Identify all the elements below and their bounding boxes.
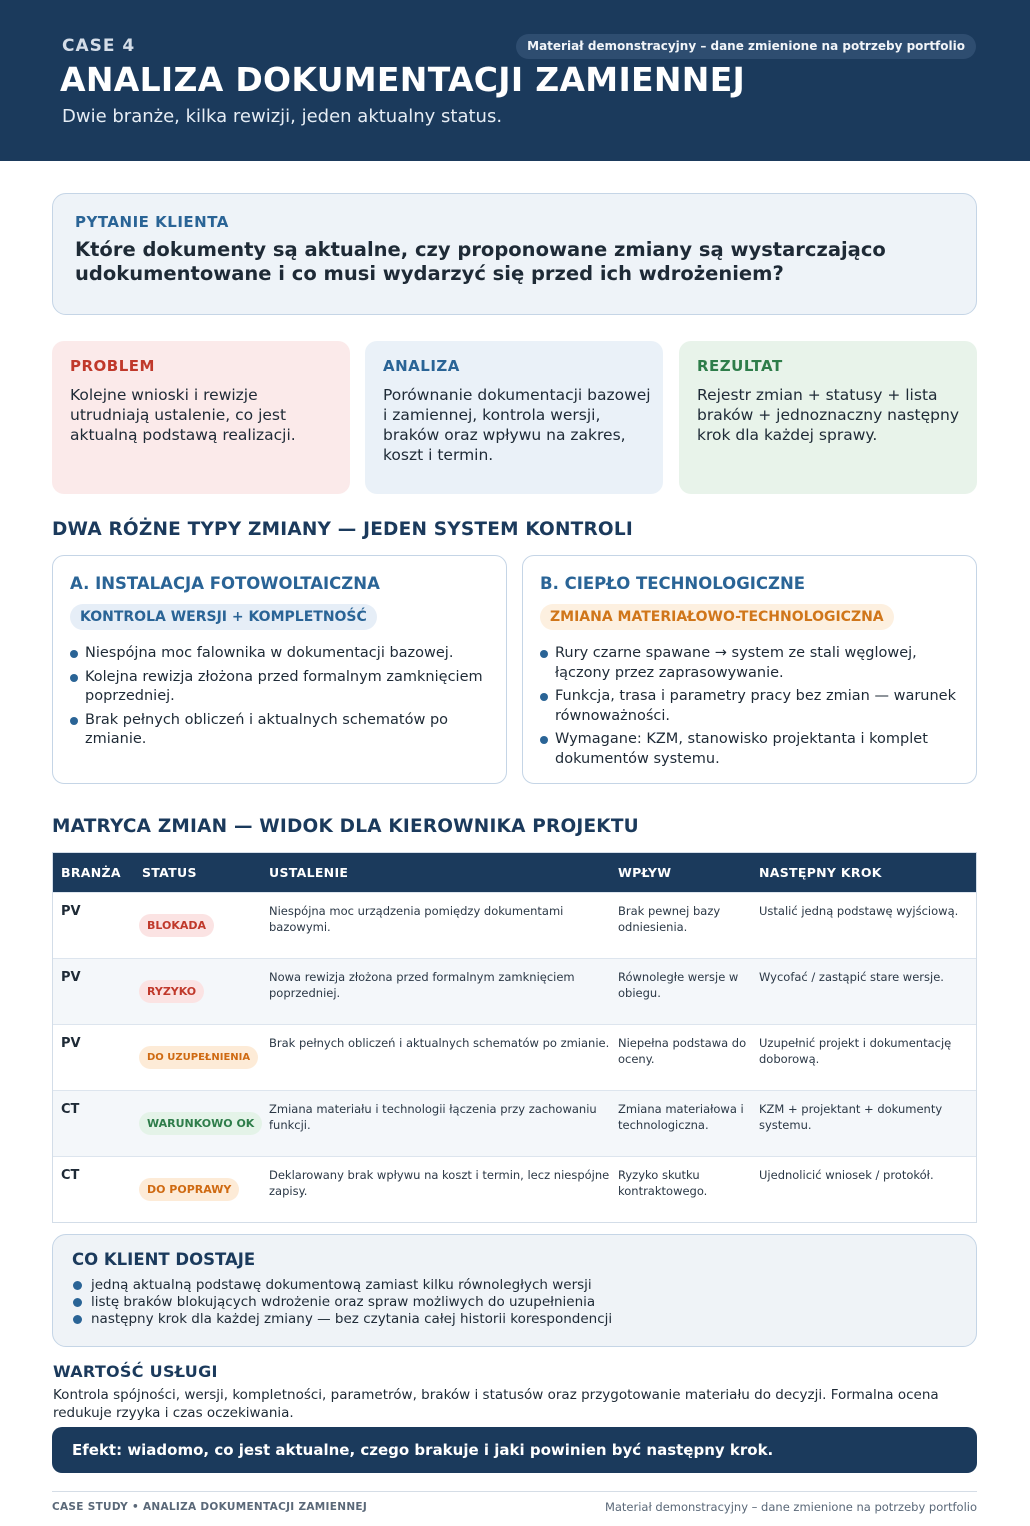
impact-cell: Zmiana materiałowa i technologiczna. xyxy=(618,1102,744,1132)
table-header xyxy=(53,853,976,892)
client-question-text: Które dokumenty są aktualne, czy proponowane zmiany są wystarczająco udokumentowane i co musi wydarzyć się przed ich wdrożeniem? xyxy=(75,238,886,285)
demo-badge: Materiał demonstracyjny – dane zmienione na potrzeby portfolio xyxy=(516,34,976,59)
footer-divider xyxy=(52,1491,977,1492)
finding-cell: Brak pełnych obliczeń i aktualnych schematów po zmianie. xyxy=(269,1036,610,1050)
type-b-pill: ZMIANA MATERIAŁOWO-TECHNOLOGICZNA xyxy=(540,604,894,630)
type-b-card xyxy=(522,555,977,784)
service-value-text: Kontrola spójności, wersji, kompletności, parametrów, braków i statusów oraz przygotowanie materiału do decyzji. Formalna ocena redukuje rzyyka i czas oczekiwania. xyxy=(53,1387,939,1421)
list-item: jedną aktualną podstawę dokumentową zamiast kilku równoległych wersji xyxy=(73,1277,612,1294)
problem-title: PROBLEM xyxy=(70,357,155,375)
list-item: Wymagane: KZM, stanowisko projektanta i komplet dokumentów systemu. xyxy=(540,730,960,769)
status-badge: DO UZUPEŁNIENIA xyxy=(139,1046,258,1069)
problem-card xyxy=(52,341,350,494)
finding-cell: Nowa rewizja złożona przed formalnym zamknięciem poprzedniej. xyxy=(269,970,575,1000)
table-row xyxy=(53,1024,976,1090)
result-card xyxy=(679,341,977,494)
column-header: NASTĘPNY KROK xyxy=(759,865,882,880)
next-step-cell: Wycofać / zastąpić stare wersje. xyxy=(759,970,944,984)
list-item: Rury czarne spawane → system ze stali węglowej, łączony przez zaprasowywanie. xyxy=(540,644,960,683)
page-title: ANALIZA DOKUMENTACJI ZAMIENNEJ xyxy=(60,60,746,99)
type-b-list xyxy=(540,644,960,773)
table-row xyxy=(53,892,976,958)
list-item: Funkcja, trasa i parametry pracy bez zmian — warunek równoważności. xyxy=(540,687,960,726)
type-b-title: B. CIEPŁO TECHNOLOGICZNE xyxy=(540,574,806,593)
branch-cell: PV xyxy=(61,970,81,985)
impact-cell: Ryzyko skutku kontraktowego. xyxy=(618,1168,708,1198)
branch-cell: CT xyxy=(61,1168,80,1183)
client-question-box xyxy=(52,193,977,315)
type-a-list xyxy=(70,644,490,754)
column-header: STATUS xyxy=(142,865,197,880)
footer-disclaimer: Materiał demonstracyjny – dane zmienione na potrzeby portfolio xyxy=(604,1500,977,1514)
next-step-cell: Ujednolicić wniosek / protokół. xyxy=(759,1168,934,1182)
list-item: listę braków blokujących wdrożenie oraz spraw możliwych do uzupełnienia xyxy=(73,1294,612,1311)
column-header: USTALENIE xyxy=(269,865,349,880)
page-subtitle: Dwie branże, kilka rewizji, jeden aktualny status. xyxy=(62,106,503,127)
list-item: Kolejna rewizja złożona przed formalnym zamknięciem poprzedniej. xyxy=(70,668,490,707)
analysis-card xyxy=(365,341,663,494)
finding-cell: Niespójna moc urządzenia pomiędzy dokumentami bazowymi. xyxy=(269,904,564,934)
next-step-cell: KZM + projektant + dokumenty systemu. xyxy=(759,1102,943,1132)
status-badge: DO POPRAWY xyxy=(139,1178,239,1201)
branch-cell: PV xyxy=(61,1036,81,1051)
analysis-text: Porównanie dokumentacji bazowej i zamiennej, kontrola wersji, braków oraz wpływu na zakres, koszt i termin. xyxy=(383,386,651,464)
column-header: BRANŻA xyxy=(61,865,121,880)
branch-cell: CT xyxy=(61,1102,80,1117)
change-matrix-table xyxy=(52,852,977,1223)
result-text: Rejestr zmian + statusy + lista braków + jednoznaczny następny krok dla każdej sprawy. xyxy=(697,386,960,444)
result-title: REZULTAT xyxy=(697,357,783,375)
type-a-title: A. INSTALACJA FOTOWOLTAICZNA xyxy=(70,574,380,593)
finding-cell: Deklarowany brak wpływu na koszt i termin, lecz niespójne zapisy. xyxy=(269,1168,610,1198)
status-badge: WARUNKOWO OK xyxy=(139,1112,262,1135)
table-row xyxy=(53,1090,976,1156)
column-header: WPŁYW xyxy=(618,865,672,880)
client-deliverables-box xyxy=(52,1234,977,1347)
matrix-section-heading: MATRYCA ZMIAN — WIDOK DLA KIEROWNIKA PROJEKTU xyxy=(52,816,639,837)
effect-banner: Efekt: wiadomo, co jest aktualne, czego brakuje i jaki powinien być następny krok. xyxy=(52,1427,977,1473)
list-item: następny krok dla każdej zmiany — bez czytania całej historii korespondencji xyxy=(73,1311,612,1328)
page-header xyxy=(0,0,1030,161)
impact-cell: Brak pewnej bazy odniesienia. xyxy=(618,904,721,934)
branch-cell: PV xyxy=(61,904,81,919)
impact-cell: Równoległe wersje w obiegu. xyxy=(618,970,739,1000)
next-step-cell: Ustalić jedną podstawę wyjściową. xyxy=(759,904,959,918)
footer-case-label: CASE STUDY • ANALIZA DOKUMENTACJI ZAMIENNEJ xyxy=(52,1501,368,1513)
problem-text: Kolejne wnioski i rewizje utrudniają ustalenie, co jest aktualną podstawą realizacji. xyxy=(70,386,296,444)
next-step-cell: Uzupełnić projekt i dokumentację doborową. xyxy=(759,1036,952,1066)
finding-cell: Zmiana materiału i technologii łączenia przy zachowaniu funkcji. xyxy=(269,1102,597,1132)
client-question-label: PYTANIE KLIENTA xyxy=(75,213,229,231)
impact-cell: Niepełna podstawa do oceny. xyxy=(618,1036,747,1066)
deliverables-list xyxy=(73,1277,612,1328)
deliverables-title: CO KLIENT DOSTAJE xyxy=(72,1250,256,1269)
table-row xyxy=(53,1156,976,1222)
case-label: CASE 4 xyxy=(62,36,136,56)
type-a-pill: KONTROLA WERSJI + KOMPLETNOŚĆ xyxy=(70,604,377,630)
table-row xyxy=(53,958,976,1024)
type-a-card xyxy=(52,555,507,784)
types-section-heading: DWA RÓŻNE TYPY ZMIANY — JEDEN SYSTEM KONTROLI xyxy=(52,519,633,540)
status-badge: BLOKADA xyxy=(139,914,214,937)
service-value-title: WARTOŚĆ USŁUGI xyxy=(53,1362,218,1381)
status-badge: RYZYKO xyxy=(139,980,204,1003)
analysis-title: ANALIZA xyxy=(383,357,460,375)
list-item: Brak pełnych obliczeń i aktualnych schematów po zmianie. xyxy=(70,711,490,750)
list-item: Niespójna moc falownika w dokumentacji bazowej. xyxy=(70,644,490,664)
